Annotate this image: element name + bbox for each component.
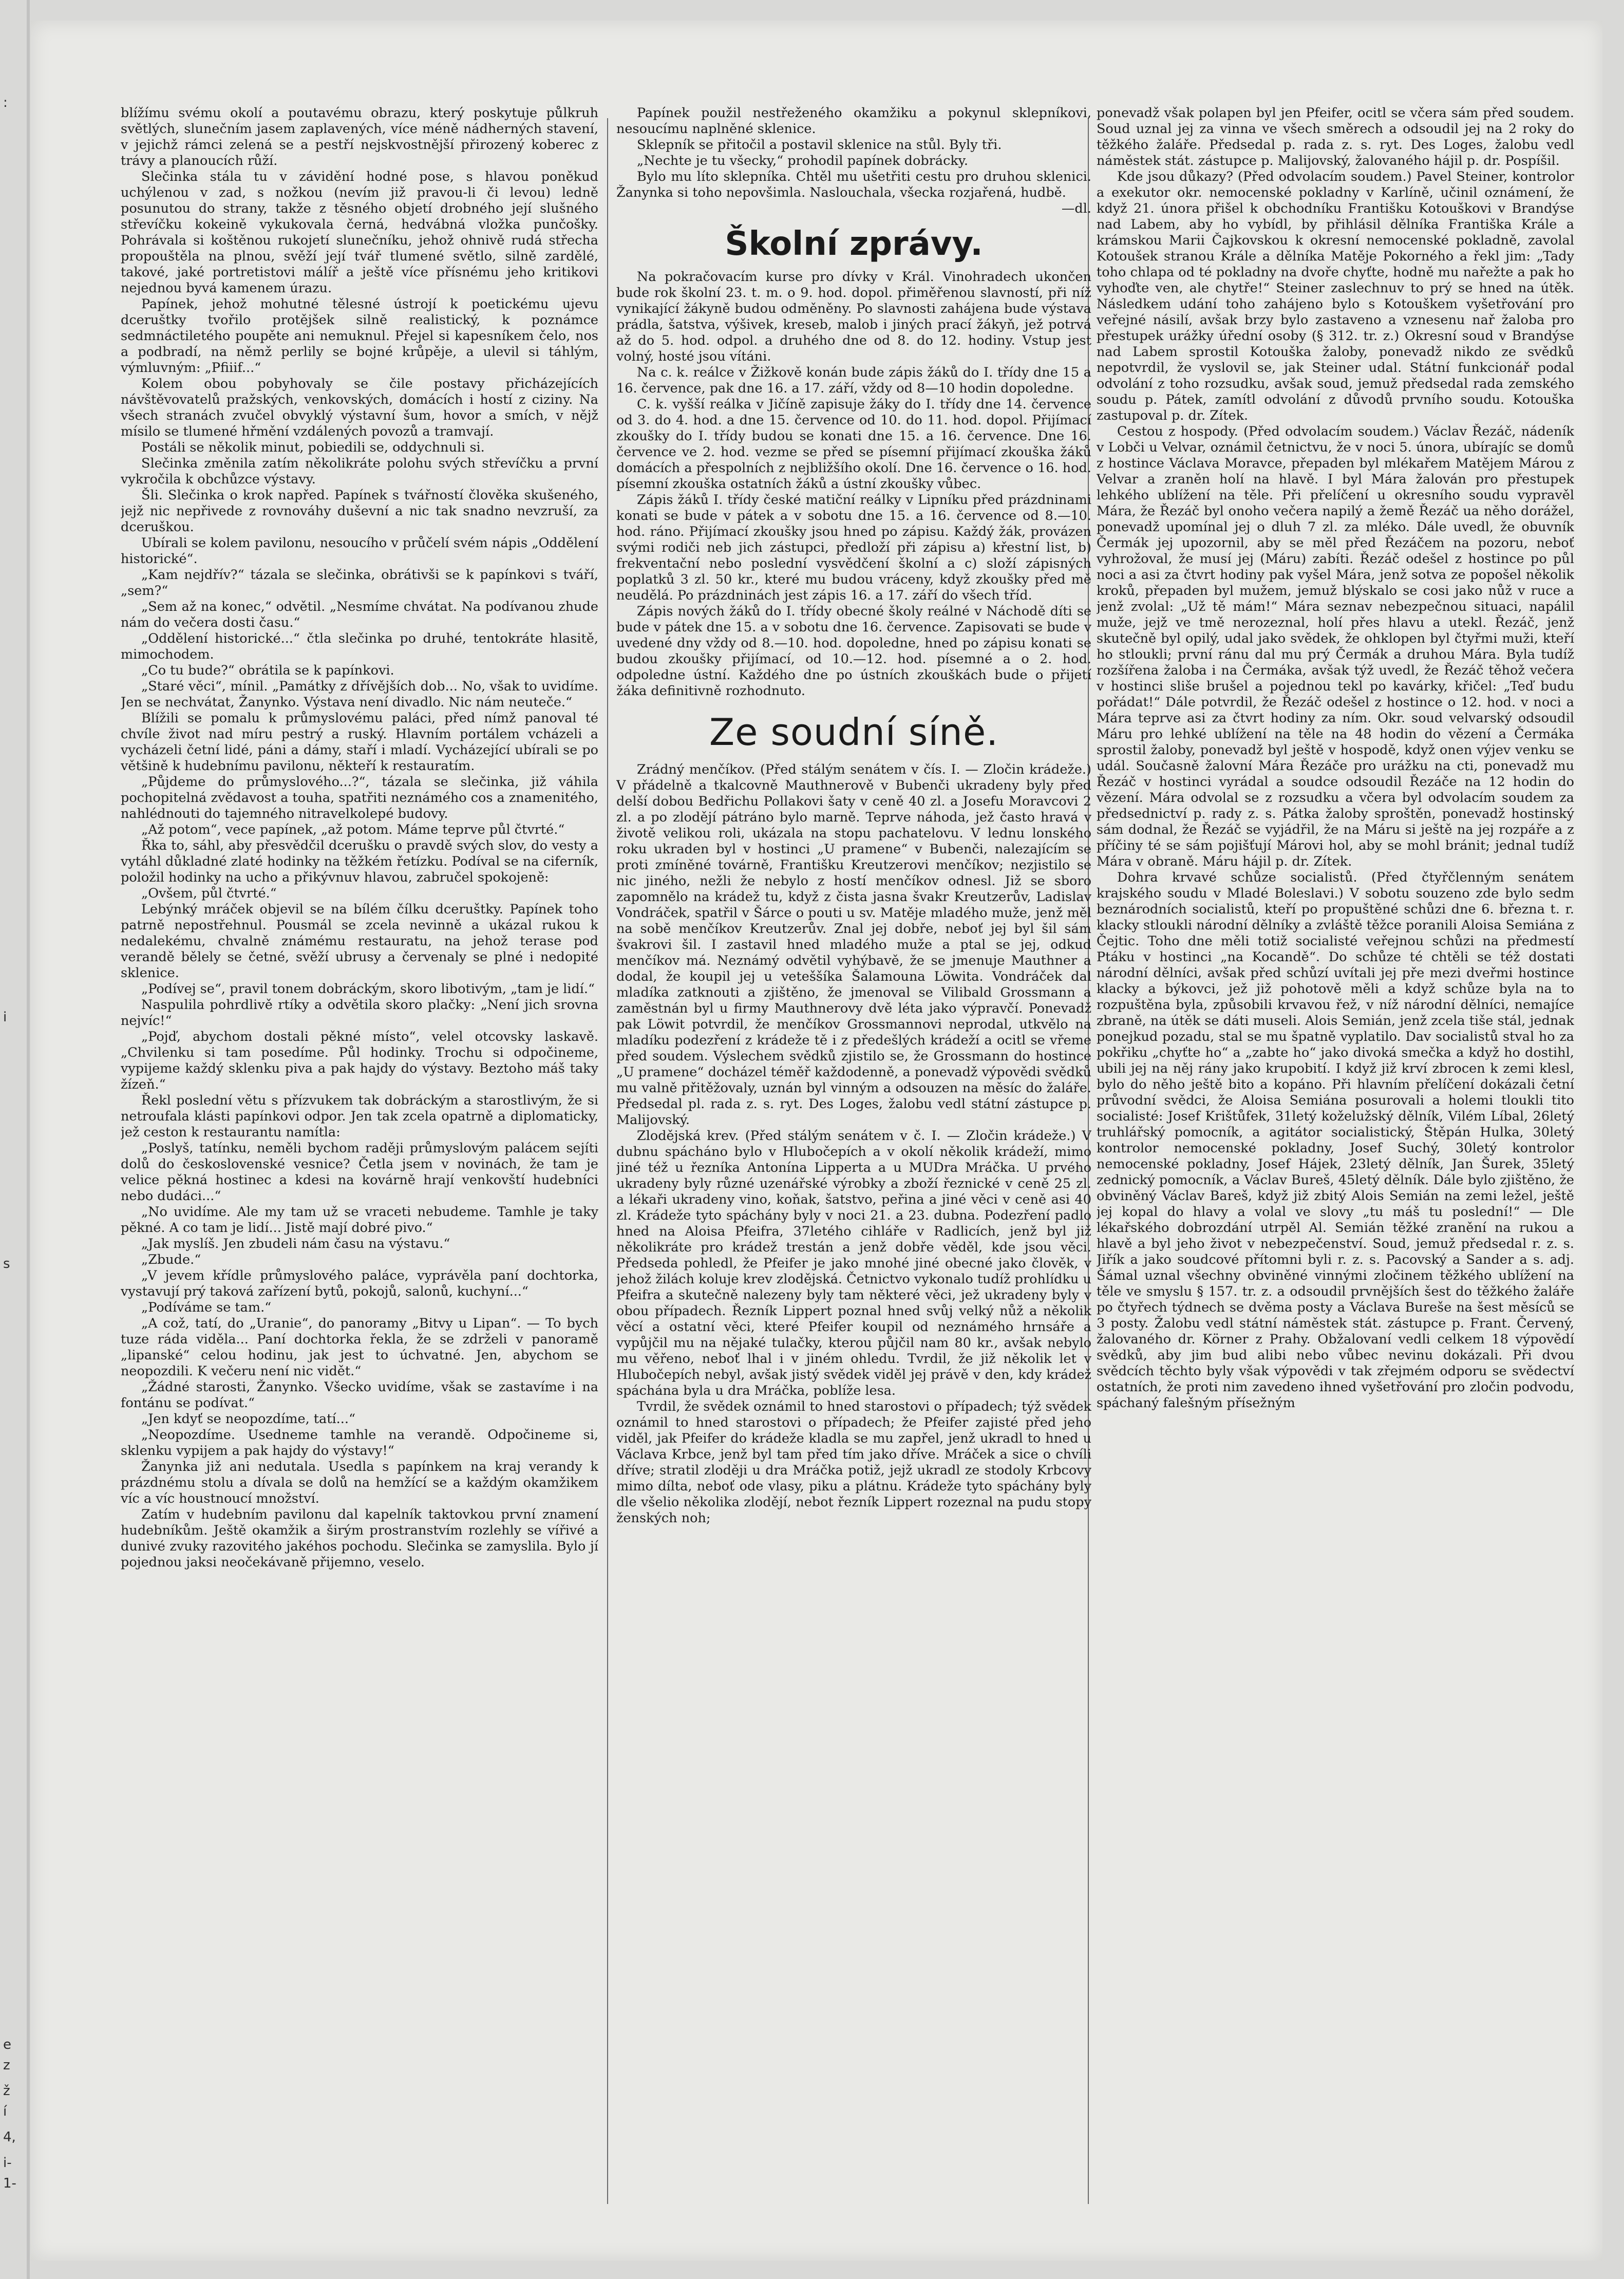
paragraph: „Poslyš, tatínku, neměli bychom raději průmyslovým palácem sejíti dolů do československé vesnice? Četla jsem v novinách, že tam je velice pěkná hostinec a kdesi na kovárně hrají venkovští hudebníci nebo dudáci...“ (121, 1141, 598, 1204)
edge-fragment: : (3, 95, 8, 110)
paragraph: Zlodějská krev. (Před stálým senátem v č. I. — Zločin krádeže.) V dubnu spácháno bylo v Hlubočepích a v okolí několik krádeží, mimo jiné též u řezníka Antonína Lipperta a u MUDra Mráčka. U prvého ukradeny byly různé uzenářské výrobky a zboží řeznické v ceně 25 zl. a lékaři ukradeny vino, koňak, šatstvo, peřina a jiné věci v ceně asi 40 zl. Krádeže tyto spáchány byly v noci 21. a 23. dubna. Podezření padlo hned na Aloisa Pfeifra, 37letého cihláře v Radlicích, jenž byl již několikráte pro krádež trestán a jenž dobře věděl, kde jsou věci. Předseda pohledl, že Pfeifer je jako mnohé jiné obecné jako člověk, v jehož žilách koluje krev zlodějská. Četnictvo vykonalo tudíž prohlídku u Pfeifra a skutečně nalezeny byly tam některé věci, jež ukradeny byly v obou případech. Řezník Lippert poznal hned svůj velký nůž a několik věcí a ostatní věci, které Pfeifer koupil od neznámého hrnsáře a vypůjčil mu na nějaké tulačky, kterou půjčil nam 80 kr., avšak nebylo mu věřeno, neboť lhal i v jiném ohledu. Tvrdil, že již několik let v Hlubočepích nebyl, avšak jistý svědek viděl jej právě v den, kdy krádež spáchána byla u dra Mráčka, poblíže lesa. (616, 1128, 1091, 1398)
paragraph: Zápis nových žáků do I. třídy obecné školy reálné v Náchodě díti se bude v pátek dne 15. a v sobotu dne 16. července. Zapisovati se bude v uvedené dny vždy od 8.—10. hod. dopoledne, hned po zápisu konati se budou zkoušky přijímací, od 10.—12. hod. písemné a o 2. hod. odpoledne ústní. Každého dne po ústních zkouškách bude o přijetí žáka definitivně rozhodnuto. (616, 604, 1091, 699)
edge-fragment: 1- (3, 2176, 16, 2191)
paragraph: Zrádný menčíkov. (Před stálým senátem v čís. I. — Zločin krádeže.) V přádelně a tkalcovně Mauthnerově v Bubenči ukradeny byly před delší dobou Bedřichu Pollakovi šaty v ceně 40 zl. a Josefu Moravcovi 2 zl. a po zlodějí pátráno bylo marně. Teprve náhoda, jež často hravá v životě velikou roli, ukázala na stopu pachatelovu. V lednu lonského roku ukraden byl v hostinci „U pramene“ v Bubenči, nalezajícím se proti zmíněné továrně, Františku Kreutzerovi menčíkov; nezjistilo se nic jiného, nežli že nebylo z hostí menčíkov odnesl. Již se sboro zapomnělo na krádež tu, když z čista jasna švakr Kreutzerův, Ladislav Vondráček, spatřil v Šárce o pouti u sv. Matěje mladého muže, jenž měl na sobě menčíkov Kreutzerův. Znal jej dobře, neboť jej byl šil sám švakrovi šil. I zastavil hned mladého muže a ptal se jej, odkud menčíkov má. Neznámý odvětil vyhýbavě, že se jmenuje Mauthner a dodal, že koupil jej u veteššíka Šalamouna Löwita. Vondráček dal mladíka zatknouti a zjištěno, že jmenoval se Vilibald Grossmann a zaměstnán byl u firmy Mauthnerovy dvě léta jako výpravčí. Ponevadž pak Löwit potvrdil, že menčíkov Grossmannovi neprodal, utkvělo na mladíku podezření z krádeže tě i z předešlých krádeží a ocitl se vřeme před soudem. Výslechem svědků zjistilo se, že Grossmann do hostince „U pramene“ docházel téměř každodenně, a ponevadž výpovědi svědků mu valně přitěžovaly, uznán byl vinným a odsouzen na měsíc do žaláře. Předsedal pl. rada z. s. ryt. Des Loges, žalobu vedl státní zástupce p. Malijovský. (616, 762, 1091, 1128)
paragraph: „Jen kdyť se neopozdíme, tatí...“ (141, 1411, 356, 1427)
column-divider (607, 118, 608, 2204)
left-edge-fragments (0, 0, 20, 2279)
paragraph: „V jevem křídle průmyslového paláce, vyprávěla paní dochtorka, vystavují prý taková zařízení bytů, pokojů, salonů, kuchyní...“ (121, 1268, 598, 1299)
edge-fragment: í (3, 2104, 7, 2119)
edge-fragment: i (3, 1010, 7, 1025)
paragraph: „Podívej se“, pravil tonem dobráckým, skoro libotivým, „tam je lidí.“ (141, 981, 595, 997)
paragraph: „Nechte je tu všecky,“ prohodil papínek dobrácky. (637, 153, 968, 169)
column-feuilleton (121, 105, 598, 2196)
edge-fragment: i- (3, 2155, 12, 2171)
paragraph: „Půjdeme do průmyslového...?“, tázala se slečinka, již váhila pochopitelná zvědavost a touha, spatřiti neznámého cos a znamenitého, nahlédnouti do tajemného nitravelkolepé budovy. (121, 774, 598, 821)
column-court-reports (1097, 105, 1574, 2196)
paragraph: „Zbude.“ (141, 1252, 201, 1267)
paragraph: Řka to, sáhl, aby přesvědčil dcerušku o pravdě svých slov, do vesty a vytáhl důkladné zlaté hodinky na těžkém řetízku. Podíval se na ciferník, položil hodinky na ucho a přikývnuv hlavou, zabručel spokojeně: (121, 838, 598, 885)
paragraph: „A což, tatí, do „Uranie“, do panoramy „Bitvy u Lipan“. — To bych tuze ráda viděla... Paní dochtorka řekla, že se zdrželi v panoramě „lipanské“ celou hodinu, jak jest to úchvatné. Jen, abychom se neopozdili. K večeru není nic vidět.“ (121, 1316, 598, 1379)
section-heading-court: Ze soudní síně. (709, 711, 999, 754)
paragraph: Bylo mu líto sklepníka. Chtěl mu ušetřiti cestu pro druhou sklenici. Žanynka si toho nepovšimla. Naslouchala, všecka rozjařená, hudbě. (616, 169, 1091, 200)
paragraph: Postáli se několik minut, pobiedili se, oddychnuli si. (141, 440, 485, 455)
edge-fragment: 4, (3, 2129, 16, 2145)
paragraph: „Co tu bude?“ obrátila se k papínkovi. (141, 663, 394, 678)
paragraph: „Jak myslíš. Jen zbudeli nám času na výstavu.“ (141, 1236, 450, 1251)
paragraph: „Až potom“, vece papínek, „až potom. Máme teprve půl čtvrté.“ (141, 822, 565, 837)
edge-fragment: e (3, 2037, 11, 2052)
paragraph: Naspulila pohrdlivě rtíky a odvětila skoro plačky: „Není jich srovna nejvíc!“ (121, 997, 598, 1029)
paragraph: Slečinka stála tu v závidění hodné pose, s hlavou poněkud uchýlenou v zad, s nožkou (nevím již pravou-li či levou) ledně posunutou do strany, takže z těsného objetí drobného její slušného střevíčku kokeině vykukovala černá, hedvábná vložka punčošky. Pohrávala si koštěnou rukojetí slunečníku, jehož ohnivě rudá střecha propouštěla na plnou, svěží její tvář tlumené světlo, silně zardělé, takové, jaké portretistovi málíř a ještě více přísnému jeho kritikovi nejednou byvá kamenem úrazu. (121, 169, 598, 296)
paragraph: Žanynka již ani nedutala. Usedla s papínkem na kraj verandy k prázdnému stolu a dívala se dolů na hemžící se a každým okamžikem víc a víc houstnoucí množství. (121, 1459, 598, 1506)
edge-fragment: ž (3, 2083, 10, 2099)
paragraph: Tvrdil, že svědek oznámil to hned starostovi o případech; týž svědek oznámil to hned starostovi o případech; že Pfeifer zajisté před jeho viděl, jak Pfeifer do krádeže kladla se mu zapřel, jenž ukradl to hned u Václava Krbce, jenž byl tam před tím jako dříve. Mráček a sice o chvíli dříve; stratil zloději u dra Mráčka potiž, jejž ukradl ze stodoly Krbcovy mimo dílta, neboť ode vlasy, piku a plátnu. Krádeže tyto spáchány byly dle všelio několika zlodějí, nebot řezník Lippert rozeznal na pudu stopy ženských noh; (616, 1399, 1091, 1526)
paragraph: Kolem obou pobyhovaly se čile postavy přicházejících návštěvovatelů pražských, venkovských, domácích i hostí z ciziny. Na všech stranách zvučel obvyklý výstavní šum, hovor a smích, v nějž mísilo se tlumené hřmění vzdálených povozů a tramvají. (121, 376, 598, 439)
paragraph: Ubírali se kolem pavilonu, nesoucího v průčelí svém nápis „Oddělení historické“. (121, 535, 598, 567)
section-heading-school-news: Školní zprávy. (725, 225, 983, 263)
paragraph: Zápis žáků I. třídy české matiční reálky v Lipníku před prázdninami konati se bude v pátek a v sobotu dne 15. a 16. července od 8.—10. hod. ráno. Přijímací zkoušky jsou hned po zápisu. Každý žák, provázen svými rodiči neb jich zástupci, předloží při zápisu a) křestní list, b) frekventační nebo poslední vysvědčení školní a c) složí zápisných poplatků 3 zl. 50 kr., které mu budou vráceny, když zkoušky před mě neudělá. Po prázdninách jest zápis 16. a 17. září do všech tříd. (616, 492, 1091, 603)
paragraph: C. k. vyšší reálka v Jičíně zapisuje žáky do I. třídy dne 14. července od 3. do 4. hod. a dne 15. července od 10. do 11. hod. dopol. Přijímací zkoušky do I. třídy budou se konati dne 15. a 16. července. Dne 16. července ve 2. hod. vezme se před se písemní přijímací zkouška žáků domácích a přespolních z nejbližšího okolí. Dne 16. července o 16. hod. písemní zkouška ostatních žáků a ústní zkoušky vůbec. (616, 397, 1091, 492)
paragraph: Dohra krvavé schůze socialistů. (Před čtyřčlenným senátem krajského soudu v Mladé Boleslavi.) V sobotu souzeno zde bylo sedm beznárodních socialistů, kteří po propuštěné schůzi dne 6. března t. r. klacky stloukli národní dělníky a zvláště těžce poranili Aloisa Semiána z Čejtic. Toho dne měli totiž socialisté veřejnou schůzi na předmestí Ptáku v hostinci „na Kocandě“. Do schůze té chtěli se též dostati národní dělníci, avšak před schůzí uvítali jej pře mezi dveřmi hostince klacky a býkovci, jež již pohotově měli a když schůze byla na to rozpuštěna byla, způsobili krvavou řež, v níž národní dělníci, nemajíce zbraně, na útěk se dáti museli. Alois Semián, jenž zcela tiše stál, jednak ponejkud pozadu, stal se mu špatně vyplatilo. Dav socialistů stval ho za pokřiku „chyťte ho“ a „zabte ho“ jako divoká smečka a když ho dostihl, ubili jej na něj rány jako krupobití. I když již krví zbrocen k zemi klesl, bylo do něho ještě bito a kopáno. Při hlavním přelíčení dokázali četní průvodní svědci, že Aloisa Semiána posurovali a holemi tloukli tito socialisté: Josef Krištůfek, 31letý koželužský dělník, Vilém Líbal, 26letý truhlářský pomocník, a agitátor socialistický, Štěpán Hulka, 30letý kontrolor nemocenské pokladny, Josef Suchý, 30letý kontrolor nemocenské pokladny, Josef Hájek, 23letý dělník, Jan Šurek, 35letý zednický pomocník, a Václav Bureš, 45letý dělník. Dále bylo zjištěno, že obviněný Václav Bareš, když již zbitý Alois Semián na zemi ležel, ještě jej kopal do hlavy a volal ve slovy „tu máš tu poslední!“ — Dle lékařského dobrozdání utrpěl Al. Semián těžké zranění na rukou a hlavě a byl jeho život v nebezpečenství. Soud, jemuž předsedal r. z. s. Jiřík a jako soudcové přítomni byli r. z. s. Pacovský a Sander a s. adj. Šámal uznal všechny obviněné vinnými zločinem těžkého ublížení na těle ve smyslu § 157. tr. z. a odsoudil prvnějších šest do těžkého žaláře po čtyřech týdnech se dvěma posty a Václava Bureše na šest měsíců se 3 posty. Žalobu vedl státní náměstek stát. zástupce p. Frant. Červený, žalovaného dr. Körner z Prahy. Obžalovaní vedli celkem 18 výpovědí svědků, aby jim bud alibi nebo vůbec nevinu dokázali. Při dvou svědcích těchto byly však výpovědi v tak zřejmém odporu se svědectví ostatních, že proti nim zavedeno ihned vyšetřování pro zločin podvodu, spáchaný falešným přísežným (1097, 870, 1574, 1411)
paragraph: Papínek použil nestřeženého okamžiku a pokynul sklepníkovi, nesoucímu naplněné sklenice. (616, 105, 1091, 137)
paragraph: „Ovšem, půl čtvrté.“ (141, 886, 277, 901)
paragraph: Lebýnký mráček objevil se na bílém čílku dceruštky. Papínek toho patrně nepostřehnul. Pousmál se zcela nevinně a ukázal rukou k nedalekému, chvalně známému restauratu, na jehož terase pod verandě bělely se četné, svěží ubrusy a červenaly se plné i nedopité sklenice. (121, 902, 598, 981)
paragraph: „Neopozdíme. Usedneme tamhle na verandě. Odpočineme si, sklenku vypijem a pak hajdy do výstavy!“ (121, 1427, 598, 1459)
paragraph: „Pojď, abychom dostali pěkné místo“, velel otcovsky laskavě. „Chvilenku si tam posedíme. Půl hodinky. Trochu si odpočineme, vypijeme každý sklenku piva a pak hajdy do výstavy. Beztoho máš taky žízeň.“ (121, 1029, 598, 1092)
paragraph: „Žádné starosti, Žanynko. Všecko uvidíme, však se zastavíme i na fontánu se podívat.“ (121, 1379, 598, 1411)
paragraph: Cestou z hospody. (Před odvolacím soudem.) Václav Řezáč, nádeník v Lobči u Velvar, oznámil četnictvu, že v noci 5. února, ubírajíc se domů z hostince Václava Moravce, přepaden byl mlékařem Matějem Márou z Velvar a zraněn holí na hlavě. I byl Mára žalován pro přestupek lehkého ublížení na těle. Při přelíčení u okresního soudu vypravěl Mára, že Řezáč byl onoho večera napilý a žemě Řezáč ua něho dorážel, ponevadž upomínal jej o dluh 7 zl. za mléko. Dále uvedl, že obuvník Čermák jej upozornil, aby se měl před Řezáčem na pozoru, neboť vyhrožoval, že musí jej (Máru) zabíti. Řezáč odešel z hostince po půl noci a asi za čtvrt hodiny pak vyšel Mára, jenž sotva ze popošel několik kroků, přepaden byl mužem, jemuž blýskalo se cosi jako nůž v ruce a jenž zvolal: „Už tě mám!“ Mára seznav nebezpečnou situaci, napálil muže, jejž ve tmě nerozeznal, holí přes hlavu a utekl. Řezáč, jenž skutečně byl opilý, udal jako svědek, že ohklopen byl čtyřmi muži, kteří ho stloukli; první ránu dal mu prý Čermák a druhou Mára. Byla tudíž rozšířena žaloba i na Čermáka, avšak týž uvedl, že Řezáč těhož večera v hostinci sliše brušel a pojednou tekl po kavárky, křičel: „Teď budu pořádat!“ Dále potvrdil, že Řezáč odešel z hostince o 12. hod. v noci a Mára teprve asi za čtvrt hodiny za ním. Okr. soud velvarský odsoudil Máru pro lehké ublížení na těle na 48 hodin do vězení a Čermáka sprostil žaloby, ponevadž byl ještě v hospodě, když onen výjev venku se udál. Současně žalovní Mára Řezáče pro urážku na cti, ponevadž mu Řezáč v hostinci vyrádal a soudce odsoudil Řezáče na 12 hodin do vězení. Mára odvolal se z rozsudku a včera byl odvolacím soudem za předsednictví p. rady z. s. Pátka žaloby sproštěn, ponevadž hostinský sám dodnal, že Řezáč se vyjádřil, že na Máru si ještě na jej rozpáře a z příčiny té se sám pojišťují Márovi hol, aby se mohl bránit; jednal tudíž Mára v obraně. Máru hájil p. dr. Zítek. (1097, 424, 1574, 869)
paragraph: Papínek, jehož mohutné tělesné ústrojí k poetickému ujevu dceruštky tvořilo protějšek silně realistický, k poznámce sedmnáctiletého poupěte ani nemuknul. Přejel si kapesníkem čelo, nos a podbradí, na němž perlily se bojné krůpěje, a ulevil si táhlým, výmluvným: „Pfiiif...“ (121, 296, 598, 376)
author-signature: —dl. (1061, 201, 1091, 216)
paragraph: ponevadž však polapen byl jen Pfeifer, ocitl se včera sám před soudem. Soud uznal jej za vinna ve všech směrech a odsoudil jej na 2 roky do těžkého žaláře. Předsedal p. rada z. s. ryt. Des Loges, žalobu vedl náměstek stát. zástupce p. Malijovský, žalovaného hájil p. dr. Pospíšil. (1097, 105, 1574, 169)
paragraph: Slečinka změnila zatím několikráte polohu svých střevíčku a první vykročila k obchůzce výstavy. (121, 456, 598, 487)
page-fold-shadow (27, 0, 30, 2279)
paragraph: „Oddělení historické...“ čtla slečinka po druhé, tentokráte hlasitě, mimochodem. (121, 631, 598, 662)
paragraph: Kde jsou důkazy? (Před odvolacím soudem.) Pavel Steiner, kontrolor a exekutor okr. nemocenské pokladny v Karlíně, učinil oznámení, že když 21. února přišel k obchodníku Františku Kotouškovi v Brandýse nad Labem, aby ho vybídl, by přihlásil dělníka Františka Krále a krámskou Marii Čajkovskou k okresní nemocenské pokladně, zavolal Kotoušek stranou Krále a dělníka Matěje Pokorného a řekl jim: „Tady toho chlapa od té pokladny na dvoře chyťte, hodně mu nařežte a pak ho vyhoďte ven, ale chytře!“ Steiner zaslechnuv to prý se hned na útěk. Následkem udání toho zahájeno bylo s Kotouškem vyšetřování pro veřejné násilí, avšak brzy bylo zastaveno a vznesenu nař žaloba pro přestupek urážky úřední osoby (§ 312. tr. z.) Okresní soud v Brandýse nad Labem sprostil Kotouška žaloby, ponevadž nikdo ze svědků nepotvrdil, že vyslovil se, jak Steiner udal. Státní funkcionář podal odvolání z toho rozsudku, avšak soud, jemuž předsedal rada zemského soudu p. Pátek, zamítl odvolání z důvodů prvního soudu. Kotouška zastupoval p. dr. Zítek. (1097, 169, 1574, 423)
paragraph: Sklepník se přitočil a postavil sklenice na stůl. Byly tři. (637, 137, 1002, 153)
paragraph: „Sem až na konec,“ odvětil. „Nesmíme chvátat. Na podívanou zhude nám do večera dosti času.“ (121, 599, 598, 630)
paragraph: Řekl poslední větu s přízvukem tak dobráckým a starostlivým, že si netroufala klásti papínkovi odpor. Jen tak zcela opatrně a diplomaticky, jež ceston k restaurantu namítla: (121, 1093, 598, 1140)
edge-fragment: s (3, 1256, 10, 1272)
paragraph: Zatím v hudebním pavilonu dal kapelník taktovkou první znamení hudebníkům. Ještě okamžik a širým prostranstvím rozlehly se vířivé a dunivé zvuky razovitého jakéhos pochodu. Slečinka se zamyslila. Bylo jí pojednou jaksi neočekávaně přijemno, veselo. (121, 1507, 598, 1570)
paragraph: Blížili se pomalu k průmyslovému paláci, před nímž panoval té chvíle život nad míru pestrý a ruský. Hlavním portálem vcházeli a vycházeli četní lidé, páni a dámy, staří i mladí. Vycházející ubírali se po většině k hudebnímu pavilonu, někteří k restauratím. (121, 711, 598, 774)
column-news (616, 105, 1091, 2196)
paragraph: „Podíváme se tam.“ (141, 1300, 272, 1315)
paragraph: Na pokračovacím kurse pro dívky v Král. Vinohradech ukončen bude rok školní 23. t. m. o 9. hod. dopol. přiměřenou slavností, při níž vynikající žákyně budou odměněny. Po slavnosti zahájena bude výstava prádla, šatstva, výšivek, kreseb, malob i jiných prací žákyň, jež potrvá až do 5. hod. odpol. a druhého dne od 8. do 12. hodiny. Vstup jest volný, hosté jsou vítáni. (616, 269, 1091, 364)
paragraph: „Staré věci“, mínil. „Památky z dřívějších dob... No, však to uvidíme. Jen se nechvátat, Žanynko. Výstava není divadlo. Nic nám neuteče.“ (121, 679, 598, 710)
paragraph: „Kam nejdřív?“ tázala se slečinka, obrátivši se k papínkovi s tváří, „sem?“ (121, 567, 598, 599)
paragraph: Na c. k. reálce v Žižkově konán bude zápis žáků do I. třídy dne 15 a 16. července, pak dne 16. a 17. září, vždy od 8—10 hodin dopoledne. (616, 365, 1091, 396)
paragraph: Šli. Slečinka o krok napřed. Papínek s tvářností člověka skušeného, jejž nic nepřivede z rovnováhy duševní a nic tak snadno nevzruší, za dceruškou. (121, 488, 598, 535)
paragraph: blížímu svému okolí a poutavému obrazu, který poskytuje půlkruh světlých, slunečním jasem zaplavených, více méně nádherných stavení, v jejichž rámci zelená se a pestří nejskvostnější přirozený koberec z trávy a planoucích růží. (121, 105, 598, 169)
edge-fragment: z (3, 2058, 10, 2073)
newspaper-page (31, 21, 1602, 2261)
paragraph: „No uvidíme. Ale my tam už se vraceti nebudeme. Tamhle je taky pěkné. A co tam je lidí... Jistě mají dobré pivo.“ (121, 1204, 598, 1236)
